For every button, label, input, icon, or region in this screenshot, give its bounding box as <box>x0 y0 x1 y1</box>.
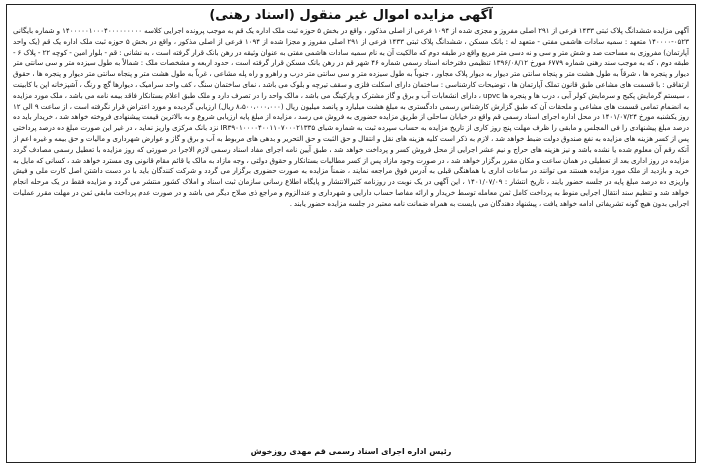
notice-title: آگهی مزایده اموال غیر منقول (اسناد رهنی) <box>209 8 493 23</box>
notice-body: آگهی مزایده ششدانگ پلاک ثبتی ۱۴۳۳ فرعی از ۲۹۱ اصلی مفروز و مجزی شده از ۱۰۹۴ فرعی از اصلی مذکور ، واقع در بخش ۵ حوزه ثبت ملک اداره یک قم به موجب پرونده اجرایی کلاسه ۱۴۰۰۰۰۰۱۰۰۰۴۰۰۰۰۰۰۰۰۰ و شماره بایگانی ۰۵۲۳-۱۴۰۰۰۰ متعهد : سمیه سادات هاشمی مفتی - متعهد له : بانک مسکن ، ششدانگ پلاک ثبتی ۱۴۳۳ فرعی از ۲۹۱ اصلی مفروز و مجزا شده از ۱۰۹۴ فرعی از اصلی مذکور ، واقع در بخش ۵ حوزه ثبت ملک اداره یک قم (یک واحد آپارتمان) مفروزی به مساحت صد و شش متر و سی و نه دسی متر مربع واقع در طبقه دوم که مالکیت آن به نام سمیه سادات هاشمی مفتی به عنوان وثیقه در رهن بانک قرار گرفته است ، به نشانی : قم - بلوار امین - کوچه ۲۲ - پلاک ۶ - طبقه دوم ، که به موجب سند رهنی شماره ۶۷۷۹ مورخ ۱۳۹۶/۰۸/۱۲ تنظیمی دفترخانه اسناد رسمی شماره ۴۶ شهر قم در رهن بانک مسکن قرار گرفته است ، حدود اربعه و مشخصات ملک : شمالاً به طول سیزده متر و سی سانتی متر دیوار و پنجره ها ، شرقاً به طول هشت متر و پنجاه سانتی متر دیوار به دیوار پلاک مجاور ، جنوباً به طول سیزده متر و سی سانتی متر درب و راهرو و راه پله مشاعی ، غرباً به طول هشت متر و پنجاه سانتی متر دیوار و پنجره ها ، حقوق ارتفاقی : با قسمت های مشاعی طبق قانون تملک آپارتمان ها ، توضیحات کارشناسی : ساختمان دارای اسکلت فلزی و سقف تیرچه و بلوک می باشد ، نمای ساختمان سنگ ، کف واحد سرامیک ، دیوارها گچ و رنگ ، آشپزخانه اپن با کابینت ، سیستم گرمایش پکیج و سرمایش کولر آبی ، درب ها و پنجره ها upvc ، دارای انشعابات آب و برق و گاز مشترک و پارکینگ می باشد ، مالک واحد را در تصرف دارد و ملک طبق اعلام بستانکار فاقد بیمه نامه می باشد ، ملک مورد مزایده به انضمام تمامی قسمت های مشاعی و ملحقات آن که طبق گزارش کارشناس رسمی دادگستری به مبلغ هشت میلیارد و پانصد میلیون ریال (۸،۵۰۰،۰۰۰،۰۰۰ ریال) ارزیابی گردیده و مورد اعتراض قرار نگرفته است ، از ساعت ۹ الی ۱۲ روز یکشنبه مورخ ۱۴۰۱/۰۷/۲۴ در محل اداره اجرای اسناد رسمی قم واقع در خیابان ساحلی از طریق مزایده حضوری به فروش می رسد ، مزایده از مبلغ پایه ارزیابی شروع و به بالاترین قیمت پیشنهادی فروخته خواهد شد ، خریدار باید ده درصد مبلغ پیشنهادی را فی المجلس و مابقی را ظرف مهلت پنج روز کاری از تاریخ مزایده به حساب سپرده ثبت به شماره شبای IR۳۹۰۱۰۰۰۰۴۰۰۱۱۰۷۰۰۰۲۱۳۳۵ نزد بانک مرکزی واریز نماید ، در غیر این صورت مبلغ ده درصد پرداختی پس از کسر هزینه های مزایده به نفع صندوق دولت ضبط خواهد شد ، لازم به ذکر است کلیه هزینه های نقل و انتقال و حق الثبت و حق التحریر و بدهی های مربوط به آب و برق و گاز و عوارض شهرداری و مالیات و حق بیمه و غیره اعم از آنکه رقم آن معلوم شده یا نشده باشد و نیز هزینه های حراج و نیم عشر اجرایی از محل فروش کسر و پرداخت خواهد شد ، طبق آیین نامه اجرای مفاد اسناد رسمی لازم الاجرا در صورتی که روز مزایده با تعطیل رسمی مصادف گردد مزایده در روز اداری بعد از تعطیلی در همان ساعت و مکان مقرر برگزار خواهد شد ، در صورت وجود مازاد پس از کسر مطالبات بستانکار و حقوق دولتی ، وجه مازاد به مالک یا قائم مقام قانونی وی مسترد خواهد شد ، کسانی که مایل به خرید و بازدید از ملک مورد مزایده هستند می توانند در ساعات اداری با هماهنگی قبلی به آدرس فوق مراجعه نمایند ، ضمناً مزایده به صورت حضوری برگزار می گردد و شرکت کنندگان باید با در دست داشتن اصل کارت ملی و فیش واریزی ده درصد مبلغ پایه در جلسه حضور یابند ، تاریخ انتشار : ۱۴۰۱/۰۷/۰۹ ، این آگهی در یک نوبت در روزنامه کثیرالانتشار و پایگاه اطلاع رسانی سازمان ثبت اسناد و املاک کشور منتشر می گردد و مزایده فقط در یک مرحله انجام خواهد شد و تنظیم سند انتقال اجرایی منوط به پرداخت کامل ثمن معامله توسط خریدار و ارائه مفاصا حساب دارایی و شهرداری و عندالزوم و مراجع ذی صلاح دیگر می باشد و در صورت عدم پرداخت مابقی ثمن در مهلت مقرر عملیات اجرایی بدون هیچ گونه تشریفاتی ادامه خواهد یافت ، پیشنهاد دهندگان می بایست به همراه ضمانت نامه معتبر در جلسه مزایده حضور یابند . <box>13 26 689 208</box>
auction-notice <box>6 4 696 463</box>
notice-signature: رئیس اداره اجرای اسناد رسمی قم مهدی روزخوش <box>250 447 452 456</box>
